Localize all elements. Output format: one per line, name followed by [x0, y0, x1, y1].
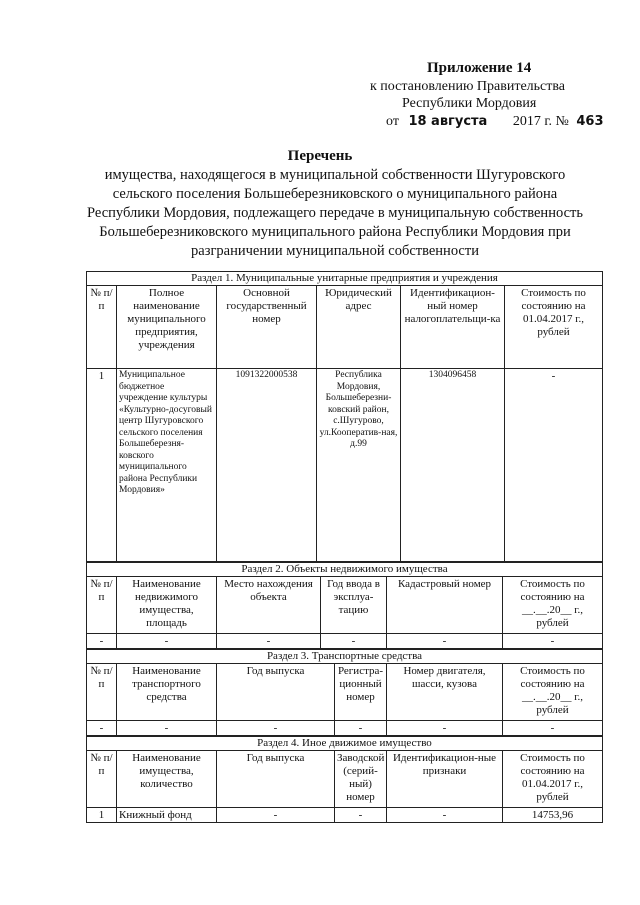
- s2-header-cost: Стоимость по состоянию на __.__.20__ г., рублей: [520, 578, 585, 629]
- s1-row-cost: -: [551, 370, 556, 382]
- section-1-data-row: [87, 369, 602, 562]
- section-2-data-row: [87, 634, 602, 649]
- s4-row-year: -: [217, 808, 335, 822]
- s3-header-year: Год выпуска: [217, 664, 335, 720]
- document-title: Перечень: [287, 148, 353, 164]
- section-4-title: Раздел 4. Иное движимое имущество: [87, 736, 602, 751]
- s3-row-engine: -: [387, 721, 503, 735]
- s3-row-reg-number: -: [335, 721, 387, 735]
- s1-header-cost: Стоимость по состоянию на 01.04.2017 г., рублей: [521, 287, 586, 338]
- s3-row-num: -: [87, 721, 117, 735]
- s1-header-num: № п/п: [87, 286, 117, 368]
- s1-row-num: 1: [87, 369, 117, 561]
- section-3-header-row: [87, 664, 602, 721]
- s2-header-cadastral: Кадастровый номер: [387, 577, 503, 633]
- s2-header-year: Год ввода в эксплуа-тацию: [321, 577, 387, 633]
- s2-header-name: Наименование недвижимого имущества, площадь: [117, 577, 217, 633]
- s3-row-cost: -: [550, 722, 555, 734]
- appendix-date-line: [386, 113, 604, 131]
- section-3-data-row: [87, 721, 602, 736]
- s4-row-serial: -: [335, 808, 387, 822]
- s2-row-cost: -: [550, 635, 555, 647]
- s3-header-name: Наименование транспортного средства: [117, 664, 217, 720]
- date-prefix: от: [386, 114, 399, 129]
- s1-row-inn: 1304096458: [401, 369, 505, 561]
- document-subtitle: имущества, находящегося в муниципальной собственности Шугуровского сельского поселения Большеберезниковского о муниципального района Республики Мордовия, подлежащего передаче в муниципальную собственность Большеберезниковского муниципального района Республики Мордовия при разграничении муниципальной собственности: [87, 167, 583, 259]
- s1-header-inn: Идентификацион-ный номер налогоплательщи-ка: [401, 286, 505, 368]
- document-number: 463: [576, 114, 604, 129]
- s3-row-year: -: [217, 721, 335, 735]
- section-2-title: Раздел 2. Объекты недвижимого имущества: [87, 562, 602, 577]
- s1-row-ogrn: 1091322000538: [217, 369, 317, 561]
- s2-row-year: -: [321, 634, 387, 648]
- s4-row-name: Книжный фонд: [117, 808, 217, 822]
- s4-header-features: Идентификацион-ные признаки: [387, 751, 503, 807]
- s1-header-name: Полное наименование муниципального предприятия, учреждения: [117, 286, 217, 368]
- s2-header-location: Место нахождения объекта: [217, 577, 321, 633]
- appendix-title: Приложение 14: [427, 60, 532, 76]
- s1-header-ogrn: Основной государственный номер: [217, 286, 317, 368]
- s2-row-num: -: [87, 634, 117, 648]
- section-4-data-row: [87, 808, 602, 822]
- section-1-title: Раздел 1. Муниципальные унитарные предприятия и учреждения: [87, 272, 602, 286]
- s4-header-serial: Заводской (серий-ный) номер: [335, 751, 387, 807]
- s3-row-name: -: [117, 721, 217, 735]
- date-year: 2017 г. №: [512, 114, 569, 129]
- s4-row-cost: 14753,96: [531, 809, 574, 821]
- s1-row-name: Муниципальное бюджетное учреждение культуры «Культурно-досуговый центр Шугуровского сельского поселения Большеберезня-ковского муниципального района Республики Мордовия»: [117, 369, 217, 561]
- s3-header-engine: Номер двигателя, шасси, кузова: [387, 664, 503, 720]
- s4-header-name: Наименование имущества, количество: [117, 751, 217, 807]
- s1-header-address: Юридический адрес: [317, 286, 401, 368]
- s2-row-cadastral: -: [387, 634, 503, 648]
- section-4-header-row: [87, 751, 602, 808]
- s2-header-num: № п/п: [87, 577, 117, 633]
- appendix-line-3: Республики Мордовия: [402, 96, 537, 111]
- section-1-header-row: [87, 286, 602, 369]
- s1-row-address: Республика Мордовия, Большеберезни-ковский район, с.Шугурово, ул.Кооператив-ная, д.99: [317, 369, 401, 561]
- s3-header-cost: Стоимость по состоянию на __.__.20__ г., рублей: [520, 665, 585, 716]
- appendix-line-2: к постановлению Правительства: [370, 79, 566, 94]
- s2-row-name: -: [117, 634, 217, 648]
- section-3-title: Раздел 3. Транспортные средства: [87, 649, 602, 664]
- s4-header-year: Год выпуска: [217, 751, 335, 807]
- section-2-header-row: [87, 577, 602, 634]
- s4-row-num: 1: [87, 808, 117, 822]
- s3-header-reg-number: Регистра-ционный номер: [335, 664, 387, 720]
- date-day-month: 18 августа: [408, 114, 488, 129]
- s4-header-cost: Стоимость по состоянию на 01.04.2017 г., рублей: [520, 752, 585, 803]
- s4-row-features: -: [387, 808, 503, 822]
- s4-header-num: № п/п: [87, 751, 117, 807]
- s3-header-num: № п/п: [87, 664, 117, 720]
- property-list-table: [86, 271, 603, 823]
- s2-row-location: -: [217, 634, 321, 648]
